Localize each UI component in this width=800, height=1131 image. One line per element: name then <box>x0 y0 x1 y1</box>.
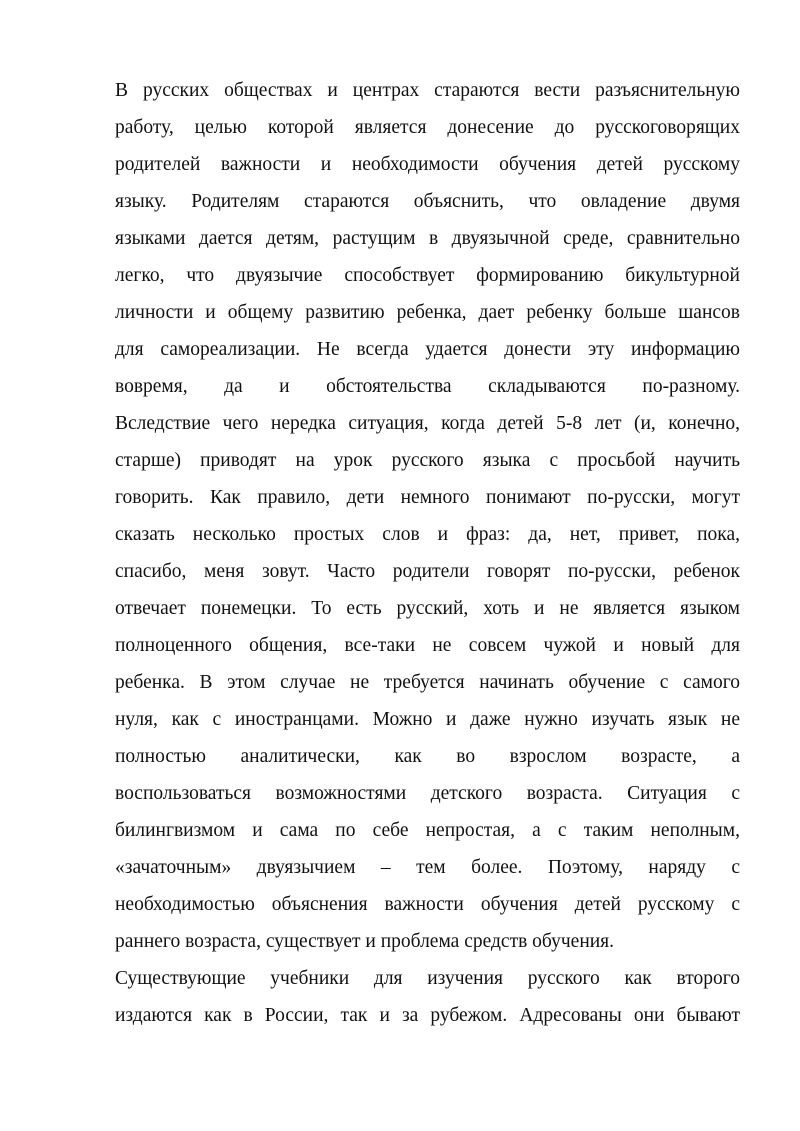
paragraph-2 <box>115 960 740 1034</box>
text-line: Вследствие чего нередка ситуация, когда детей 5-8 лет (и, конечно, <box>115 413 740 434</box>
text-line: языками дается детям, растущим в двуязычной среде, сравнительно <box>115 228 740 249</box>
text-line: нуля, как с иностранцами. Можно и даже нужно изучать язык не <box>115 709 740 730</box>
text-line: родителей важности и необходимости обучения детей русскому <box>115 154 740 175</box>
text-line: старше) приводят на урок русского языка с просьбой научить <box>115 450 740 471</box>
text-line: сказать несколько простых слов и фраз: да, нет, привет, пока, <box>115 524 740 545</box>
text-line: ребенка. В этом случае не требуется начинать обучение с самого <box>115 672 740 693</box>
text-line: для самореализации. Не всегда удается донести эту информацию <box>115 339 740 360</box>
text-line: работу, целью которой является донесение до русскоговорящих <box>115 117 740 138</box>
text-line: вовремя, да и обстоятельства складываются по-разному. <box>115 376 740 397</box>
text-line: билингвизмом и сама по себе непростая, а с таким неполным, <box>115 820 740 841</box>
text-line: полноценного общения, все-таки не совсем чужой и новый для <box>115 635 740 656</box>
text-line: издаются как в России, так и за рубежом. Адресованы они бывают <box>115 1005 740 1026</box>
text-line: необходимостью объяснения важности обучения детей русскому с <box>115 894 740 915</box>
text-line: В русских обществах и центрах стараются вести разъяснительную <box>115 80 740 101</box>
text-line: легко, что двуязычие способствует формированию бикультурной <box>115 265 740 286</box>
text-line: языку. Родителям стараются объяснить, что овладение двумя <box>115 191 740 212</box>
text-line: говорить. Как правило, дети немного понимают по-русски, могут <box>115 487 740 508</box>
text-line: Существующие учебники для изучения русского как второго <box>115 968 740 989</box>
text-line: полностью аналитически, как во взрослом возрасте, а <box>115 746 740 767</box>
text-line: личности и общему развитию ребенка, дает ребенку больше шансов <box>115 302 740 323</box>
text-line: спасибо, меня зовут. Часто родители говорят по-русски, ребенок <box>115 561 740 582</box>
text-line: воспользоваться возможностями детского возраста. Ситуация с <box>115 783 740 804</box>
text-line: отвечает понемецки. То есть русский, хоть и не является языком <box>115 598 740 619</box>
text-line: «зачаточным» двуязычием – тем более. Поэтому, наряду с <box>115 857 740 878</box>
text-line: раннего возраста, существует и проблема средств обучения. <box>115 931 615 952</box>
body-text <box>115 72 740 1034</box>
paragraph-1 <box>115 72 740 960</box>
